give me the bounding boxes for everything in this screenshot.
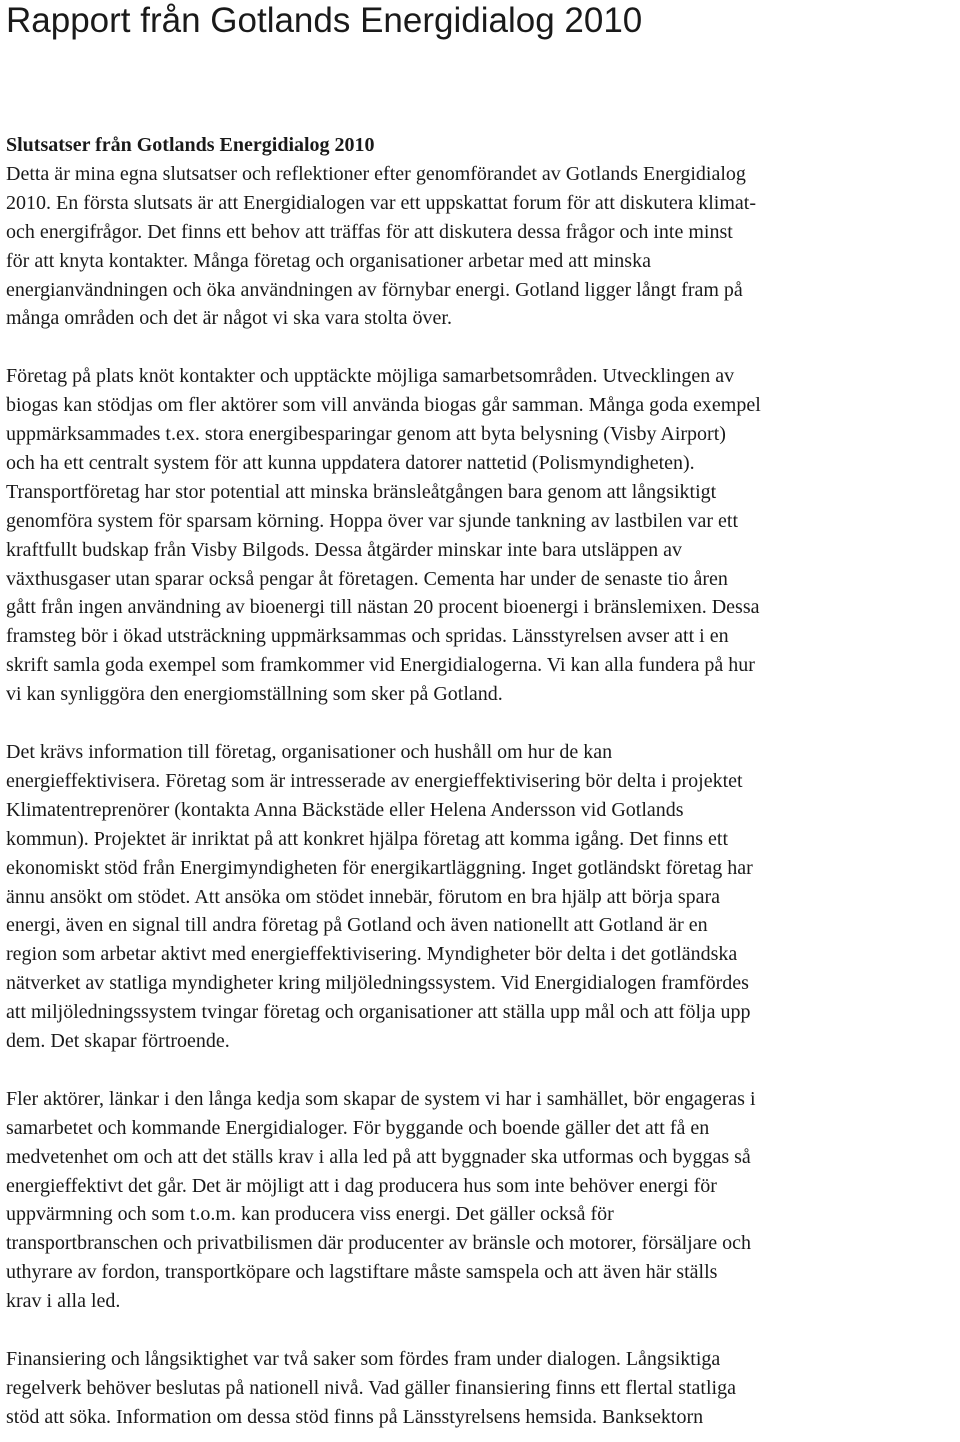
text-line: skrift samla goda exempel som framkommer vid Energidialogerna. Vi kan alla fundera på hur	[6, 654, 755, 677]
text-line: energieffektivisera. Företag som är intresserade av energieffektivisering bör delta i projektet	[6, 769, 743, 792]
text-line: kommun). Projektet är inriktat på att konkret hjälpa företag att komma igång. Det finns ett	[6, 827, 729, 850]
text-line: Det krävs information till företag, organisationer och hushåll om hur de kan	[6, 741, 613, 763]
paragraph	[6, 738, 956, 1056]
text-line: att miljöledningssystem tvingar företag och organisationer att ställa upp mål och att följa upp	[6, 1001, 751, 1024]
text-line: region som arbetar aktivt med energieffektivisering. Myndigheter bör delta i det gotländska	[6, 943, 738, 966]
paragraph	[6, 362, 956, 709]
text-line: kraftfullt budskap från Visby Bilgods. Dessa åtgärder minskar inte bara utsläppen av	[6, 538, 683, 561]
text-line: Företag på plats knöt kontakter och upptäckte möjliga samarbetsområden. Utvecklingen av	[6, 365, 735, 388]
text-line: energianvändningen och öka användningen av förnybar energi. Gotland ligger långt fram på	[6, 278, 743, 301]
text-line: ekonomiskt stöd från Energimyndigheten för energikartläggning. Inget gotländskt företag har	[6, 856, 753, 879]
paragraph	[6, 1345, 956, 1432]
text-line: energi, även en signal till andra företag på Gotland och även nationellt att Gotland är en	[6, 914, 708, 937]
text-line: biogas kan stödjas om fler aktörer som vill använda biogas går samman. Många goda exempel	[6, 394, 761, 417]
text-line: gått från ingen användning av bioenergi till nästan 20 procent bioenergi i bränslemixen. Dessa	[6, 596, 760, 619]
text-line: vi kan synliggöra den energiomställning som sker på Gotland.	[6, 683, 503, 706]
text-line: och energifrågor. Det finns ett behov att träffas för att diskutera dessa frågor och inte minst	[6, 220, 733, 243]
text-line: transportbranschen och privatbilismen där producenter av bränsle och motorer, försäljare och	[6, 1232, 752, 1255]
text-line: Finansiering och långsiktighet var två saker som fördes fram under dialogen. Långsiktiga	[6, 1348, 721, 1370]
text-line: 2010. En första slutsats är att Energidialogen var ett uppskattat forum för att diskutera klimat-	[6, 191, 756, 214]
text-line: uppmärksammades t.ex. stora energibesparingar genom att byta belysning (Visby Airport)	[6, 423, 726, 446]
text-line: växthusgaser utan sparar också pengar åt företagen. Cementa har under de senaste tio åren	[6, 567, 728, 590]
document-body	[6, 131, 956, 1432]
text-line: för att knyta kontakter. Många företag och organisationer arbetar med att minska	[6, 249, 651, 272]
text-line: framsteg bör i ökad utsträckning uppmärksammas och spridas. Länsstyrelsen avser att i en	[6, 625, 729, 648]
text-line: och ha ett centralt system för att kunna uppdatera datorer nattetid (Polismyndigheten).	[6, 451, 695, 474]
text-line: ännu ansökt om stödet. Att ansöka om stödet innebär, förutom en bra hjälp att börja spara	[6, 885, 721, 908]
paragraph	[6, 1085, 956, 1316]
text-line: nätverket av statliga myndigheter kring miljöledningssystem. Vid Energidialogen framfördes	[6, 972, 749, 995]
document-title: Rapport från Gotlands Energidialog 2010	[6, 1, 643, 40]
text-line: Detta är mina egna slutsatser och reflektioner efter genomförandet av Gotlands Energidialog	[6, 162, 746, 185]
text-line: uppvärmning och som t.o.m. kan producera viss energi. Det gäller också för	[6, 1203, 614, 1226]
text-line: många områden och det är något vi ska vara stolta över.	[6, 307, 452, 330]
text-line: energieffektivt det går. Det är möjligt att i dag producera hus som inte behöver energi för	[6, 1174, 717, 1197]
paragraph	[6, 160, 956, 333]
text-line: stöd att söka. Information om dessa stöd finns på Länsstyrelsens hemsida. Banksektorn	[6, 1405, 704, 1428]
text-line: regelverk behöver beslutas på nationell nivå. Vad gäller finansiering finns ett flertal statliga	[6, 1376, 736, 1399]
text-line: krav i alla led.	[6, 1290, 121, 1313]
text-line: genomföra system för sparsam körning. Hoppa över var sjunde tankning av lastbilen var ett	[6, 509, 739, 532]
text-line: Fler aktörer, länkar i den långa kedja som skapar de system vi har i samhället, bör engageras i	[6, 1087, 756, 1110]
text-line: Transportföretag har stor potential att minska bränsleåtgången bara genom att långsiktigt	[6, 480, 717, 503]
text-line: dem. Det skapar förtroende.	[6, 1030, 230, 1053]
section-heading: Slutsatser från Gotlands Energidialog 2010	[6, 134, 375, 156]
text-line: Klimatentreprenörer (kontakta Anna Bäckstäde eller Helena Andersson vid Gotlands	[6, 798, 684, 821]
text-line: samarbetet och kommande Energidialoger. För byggande och boende gäller det att få en	[6, 1116, 710, 1139]
text-line: uthyrare av fordon, transportköpare och lagstiftare måste samspela och att även här ställs	[6, 1261, 718, 1284]
text-line: medvetenhet om och att det ställs krav i alla led på att byggnader ska utformas och byggas så	[6, 1145, 751, 1168]
